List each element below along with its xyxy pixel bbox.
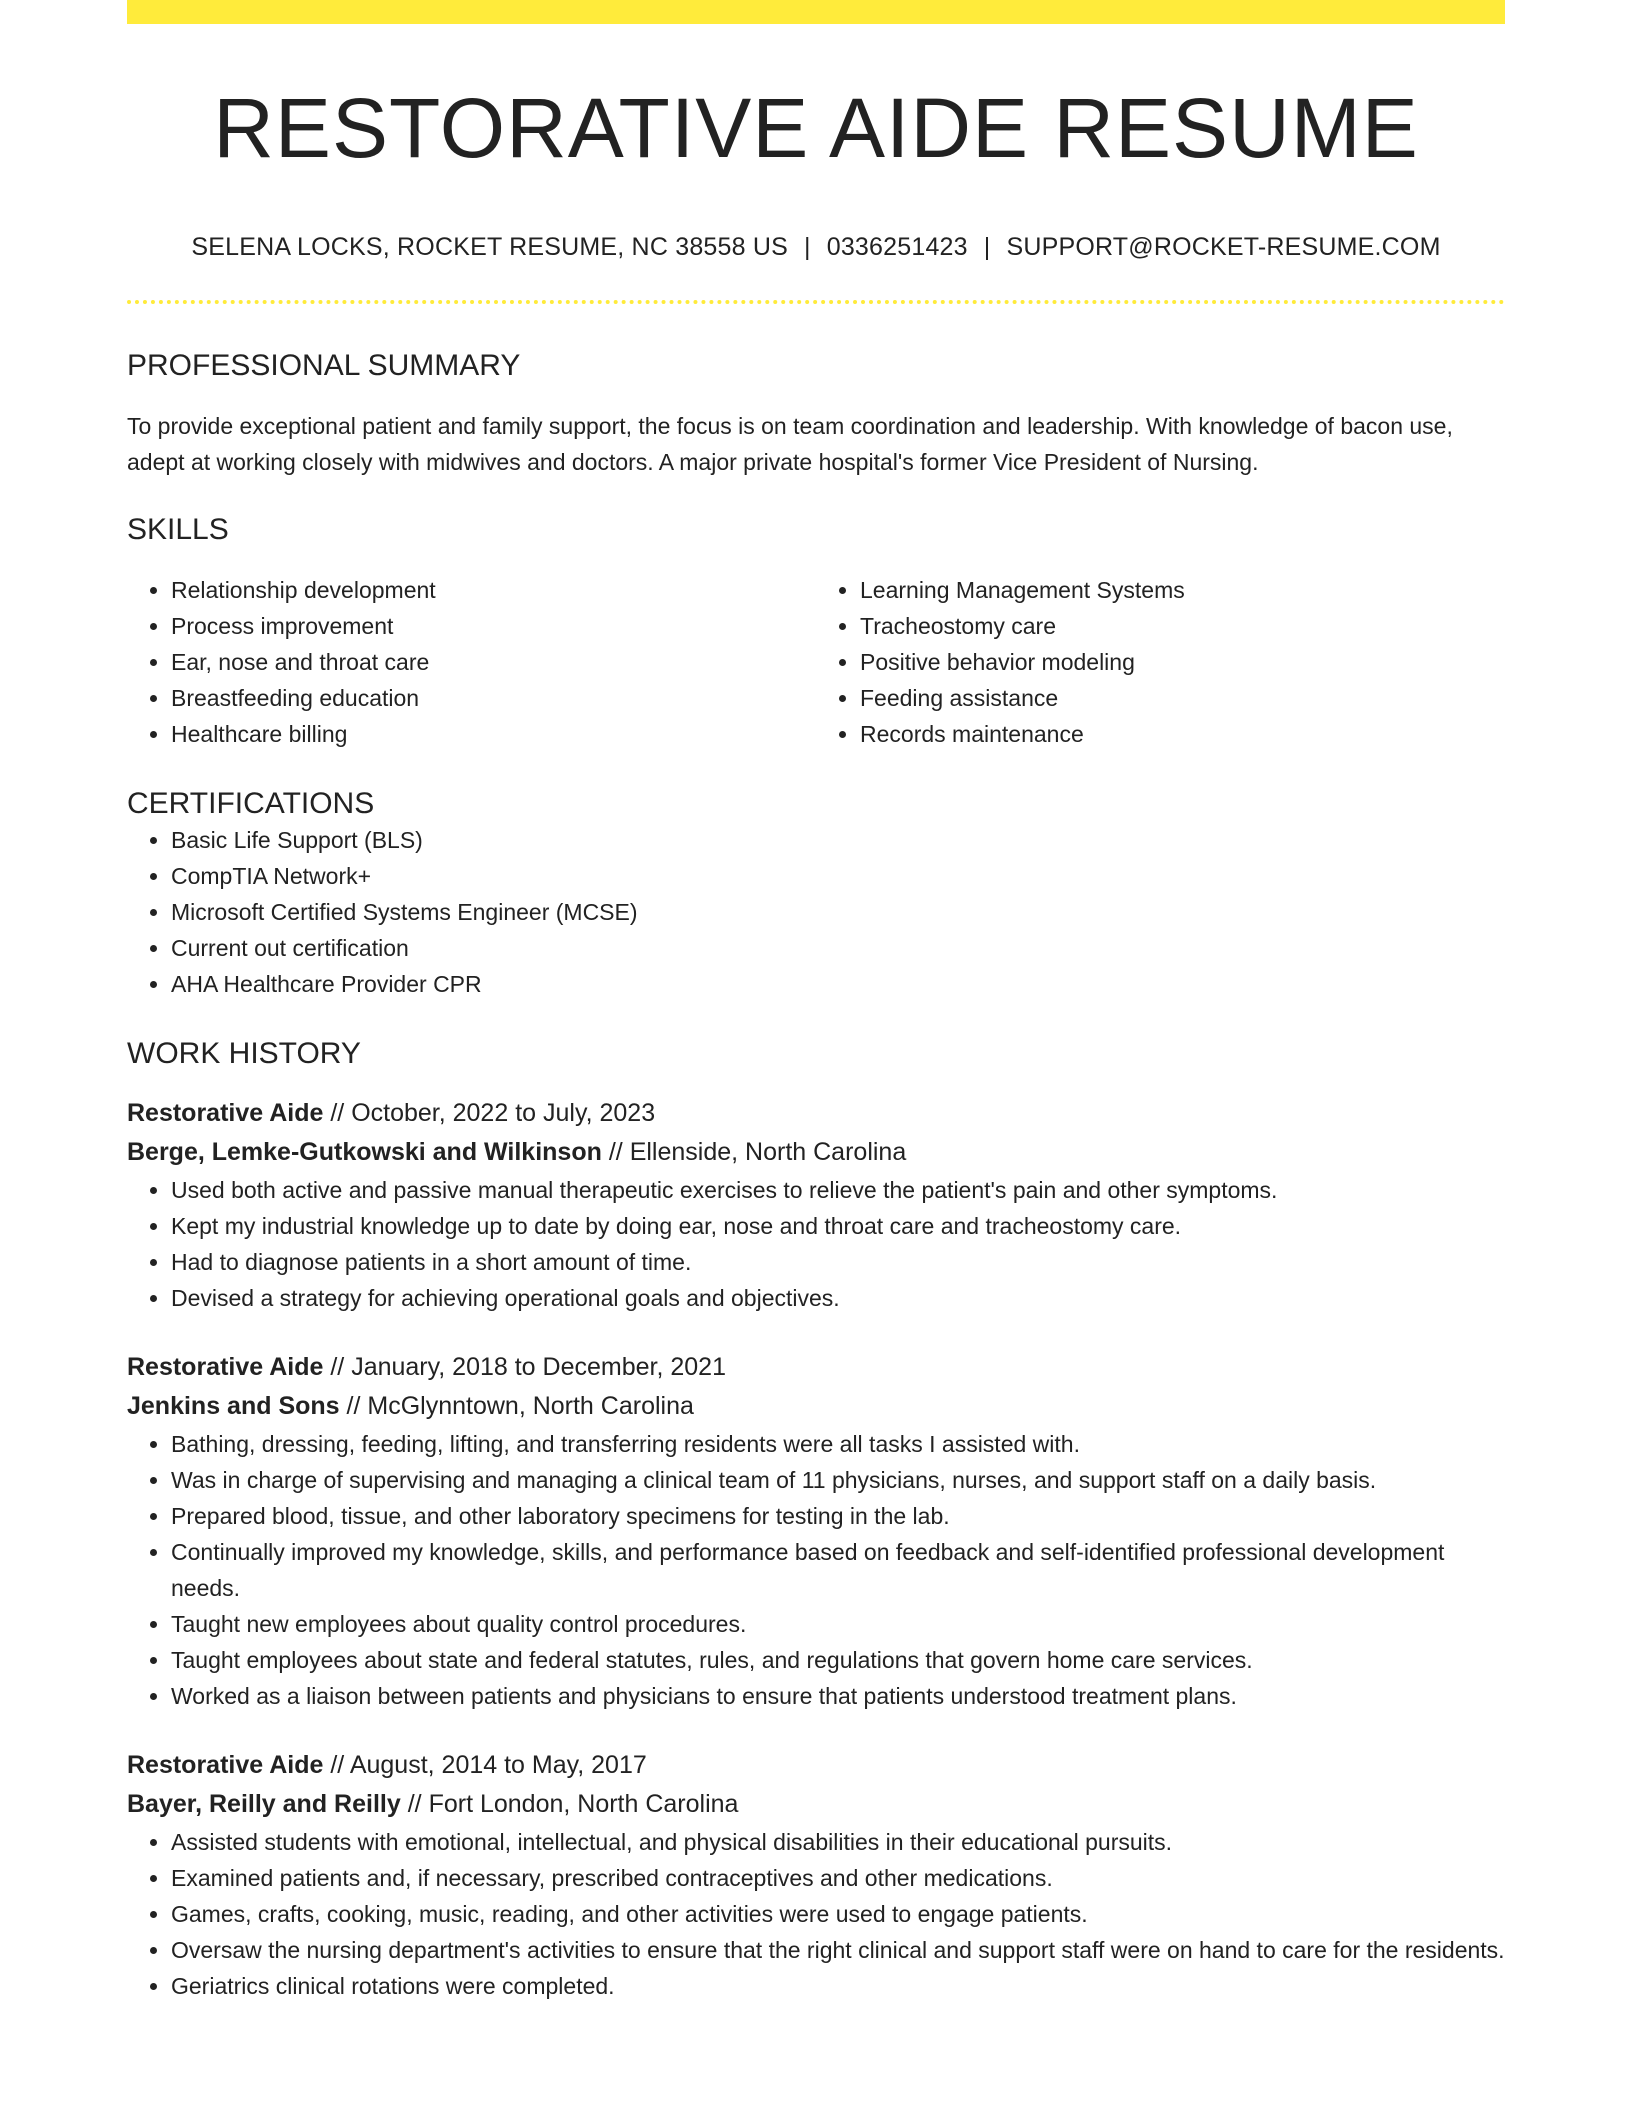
job-entry [127,1094,1505,1316]
contact-line [127,232,1505,262]
job-bullet: • Prepared blood, tissue, and other laboratory specimens for testing in the lab. [171,1498,1505,1534]
job-bullet: • Oversaw the nursing department's activities to ensure that the right clinical and support staff were on hand to care for the residents. [171,1932,1505,1968]
contact-phone: 0336251423 [826,233,968,262]
job-company-line [127,1785,1505,1824]
job-bullet: • Examined patients and, if necessary, prescribed contraceptives and other medications. [171,1860,1505,1896]
job-bullet: • Worked as a liaison between patients and physicians to ensure that patients understood treatment plans. [171,1678,1505,1714]
certification-item: • Current out certification [171,930,1505,966]
certification-item: • Basic Life Support (BLS) [171,822,1505,858]
job-dates: January, 2018 to December, 2021 [351,1353,726,1382]
contact-separator: | [983,233,991,262]
job-dates: October, 2022 to July, 2023 [351,1099,656,1128]
job-location: Ellenside, North Carolina [629,1138,907,1167]
certification-item: • AHA Healthcare Provider CPR [171,966,1505,1002]
job-separator: // [330,1751,345,1780]
contact-email: SUPPORT@ROCKET-RESUME.COM [1006,233,1441,262]
job-bullet: • Devised a strategy for achieving operational goals and objectives. [171,1280,1505,1316]
skill-item: • Ear, nose and throat care [171,644,816,680]
job-company: Berge, Lemke-Gutkowski and Wilkinson [127,1138,602,1167]
dotted-divider [127,300,1505,304]
job-title: Restorative Aide [127,1099,324,1128]
certifications-list [127,822,1505,1002]
job-company: Bayer, Reilly and Reilly [127,1790,401,1819]
job-company: Jenkins and Sons [127,1392,340,1421]
resume-title: RESTORATIVE AIDE RESUME [213,81,1419,175]
skill-item: • Records maintenance [860,716,1505,752]
job-bullet: • Used both active and passive manual therapeutic exercises to relieve the patient's pain and other symptoms. [171,1172,1505,1208]
contact-separator: | [804,233,811,262]
summary-heading: PROFESSIONAL SUMMARY [127,349,521,383]
job-bullets [127,1824,1505,2004]
job-bullet: • Bathing, dressing, feeding, lifting, and transferring residents were all tasks I assisted with. [171,1426,1505,1462]
job-bullet: • Assisted students with emotional, intellectual, and physical disabilities in their educational pursuits. [171,1824,1505,1860]
contact-address: SELENA LOCKS, ROCKET RESUME, NC 38558 US [191,233,789,262]
summary-text: To provide exceptional patient and family support, the focus is on team coordination and leadership. With knowledge of bacon use, adept at working closely with midwives and doctors. A major private hospital's former Vice President of Nursing. [127,413,1453,476]
work-history-heading: WORK HISTORY [127,1037,361,1071]
skill-item: • Process improvement [171,608,816,644]
job-separator: // [407,1790,422,1819]
job-bullet: • Had to diagnose patients in a short amount of time. [171,1244,1505,1280]
job-entry [127,1746,1505,2004]
skills-list-right [816,572,1505,752]
skill-item: • Relationship development [171,572,816,608]
job-bullets [127,1172,1505,1316]
skill-item: • Tracheostomy care [860,608,1505,644]
job-dates: August, 2014 to May, 2017 [349,1751,647,1780]
job-separator: // [608,1138,623,1167]
job-bullet: • Taught new employees about quality control procedures. [171,1606,1505,1642]
top-accent-bar [127,0,1505,24]
skill-item: • Learning Management Systems [860,572,1505,608]
job-separator: // [346,1392,361,1421]
skill-item: • Feeding assistance [860,680,1505,716]
skills-list-left [127,572,816,752]
skills-heading: SKILLS [127,513,229,547]
job-entry [127,1348,1505,1714]
job-bullet: • Continually improved my knowledge, skills, and performance based on feedback and self-identified professional development needs. [171,1534,1505,1606]
skill-item: • Healthcare billing [171,716,816,752]
skills-columns [127,572,1505,752]
job-title-line [127,1094,1505,1133]
job-title-line [127,1348,1505,1387]
job-company-line [127,1133,1505,1172]
job-bullet: • Games, crafts, cooking, music, reading, and other activities were used to engage patients. [171,1896,1505,1932]
certification-item: • Microsoft Certified Systems Engineer (MCSE) [171,894,1505,930]
job-separator: // [330,1353,345,1382]
job-company-line [127,1387,1505,1426]
certifications-heading: CERTIFICATIONS [127,787,375,821]
job-title: Restorative Aide [127,1751,324,1780]
job-bullet: • Geriatrics clinical rotations were completed. [171,1968,1505,2004]
job-bullet: • Taught employees about state and federal statutes, rules, and regulations that govern home care services. [171,1642,1505,1678]
job-separator: // [330,1099,345,1128]
skill-item: • Breastfeeding education [171,680,816,716]
resume-page [127,0,1505,2004]
job-bullet: • Was in charge of supervising and managing a clinical team of 11 physicians, nurses, and support staff on a daily basis. [171,1462,1505,1498]
job-bullets [127,1426,1505,1714]
job-title: Restorative Aide [127,1353,324,1382]
skill-item: • Positive behavior modeling [860,644,1505,680]
job-bullet: • Kept my industrial knowledge up to date by doing ear, nose and throat care and tracheostomy care. [171,1208,1505,1244]
job-location: Fort London, North Carolina [428,1790,739,1819]
job-title-line [127,1746,1505,1785]
certification-item: • CompTIA Network+ [171,858,1505,894]
job-location: McGlynntown, North Carolina [367,1392,694,1421]
